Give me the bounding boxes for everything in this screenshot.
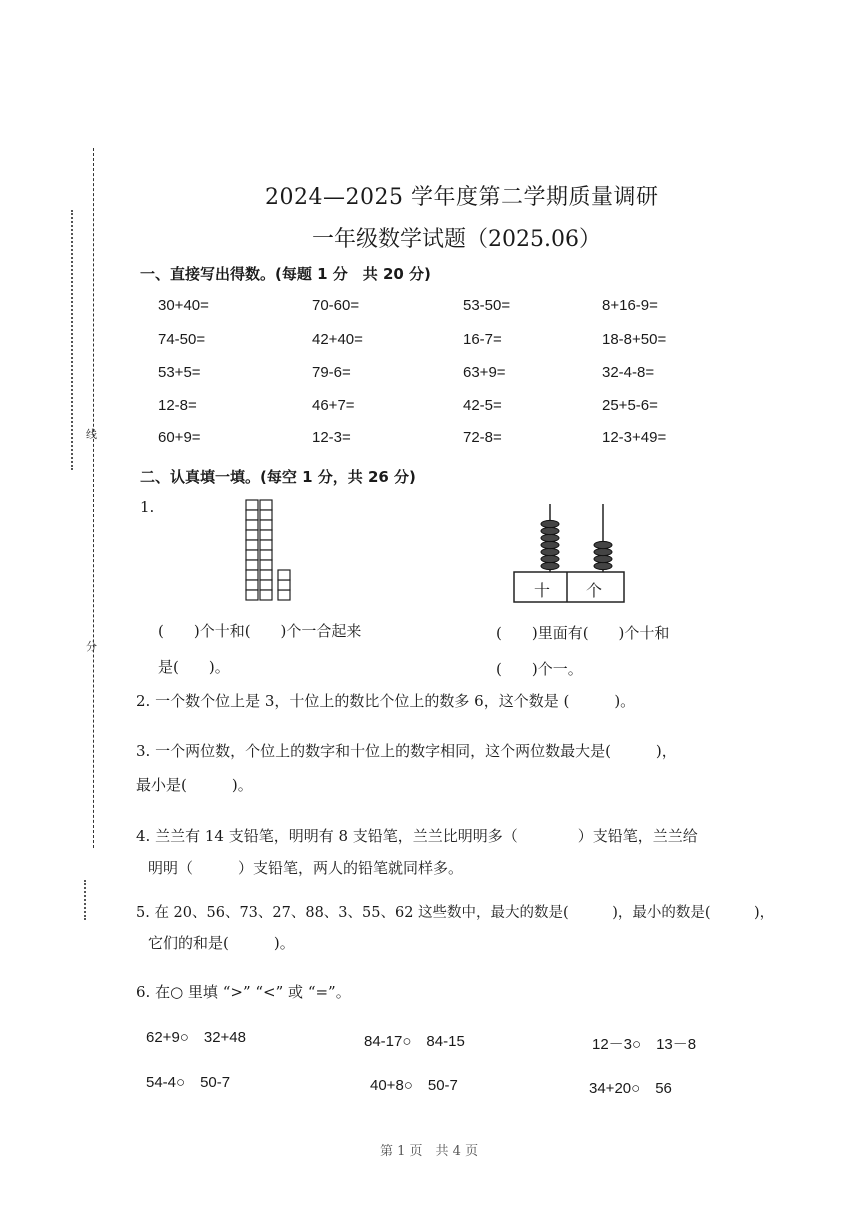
q2-text: 2. 一个数个位上是 3，十位上的数比个位上的数多 6，这个数是 ( )。: [136, 692, 636, 710]
q1-left-line1: ( )个十和( )个一合起来: [158, 622, 362, 640]
abacus-ones-bead: [594, 548, 612, 555]
tens-rod-cube: [246, 510, 258, 520]
calc-problem: 12-8=: [158, 397, 197, 414]
calc-problem: 12-3=: [312, 429, 351, 446]
calc-problem: 16-7=: [463, 331, 502, 348]
calc-problem: 18-8+50=: [602, 331, 667, 348]
tens-rod-cube: [260, 570, 272, 580]
abacus-tens-bead: [541, 548, 559, 555]
abacus-tens-bead: [541, 520, 559, 527]
abacus-ones-bead: [594, 541, 612, 548]
tens-rod-cube: [260, 530, 272, 540]
margin-label-line: 线: [86, 428, 97, 441]
calc-problem: 46+7=: [312, 397, 355, 414]
tens-rod-cube: [246, 540, 258, 550]
binding-margin-dotted-line-lower: [84, 880, 86, 920]
tens-rod-cube: [246, 560, 258, 570]
page-title: 2024—2025 学年度第二学期质量调研: [265, 185, 659, 210]
binding-margin-dashed-line: [93, 148, 94, 848]
q1-left-line2: 是( )。: [158, 658, 230, 676]
q6-heading: 6. 在○ 里填 “>” “<” 或 “=”。: [136, 983, 351, 1001]
abacus-ones-bead: [594, 562, 612, 569]
calc-problem: 53-50=: [463, 297, 511, 314]
q6-compare-item: 12－3○ 13－8: [592, 1036, 697, 1053]
q5-line1: 5. 在 20、56、73、27、88、3、55、62 这些数中，最大的数是( )，最小的数是( )，: [136, 905, 775, 921]
q3-line2: 最小是( )。: [136, 776, 253, 794]
calc-problem: 25+5-6=: [602, 397, 658, 414]
tens-rod-cube: [260, 560, 272, 570]
calc-problem: 32-4-8=: [602, 364, 655, 381]
q6-compare-item: 54-4○ 50-7: [146, 1074, 231, 1091]
q6-compare-item: 40+8○ 50-7: [370, 1077, 458, 1094]
q1-number: 1.: [140, 498, 155, 516]
abacus-tens-bead: [541, 541, 559, 548]
tens-rod-cube: [246, 570, 258, 580]
q5-line2: 它们的和是( )。: [148, 934, 295, 952]
q6-compare-item: 84-17○ 84-15: [364, 1033, 465, 1050]
abacus-tens-bead: [541, 534, 559, 541]
tens-rod-cube: [260, 580, 272, 590]
calc-problem: 60+9=: [158, 429, 201, 446]
page-footer: 第 1 页 共 4 页: [380, 1144, 479, 1159]
page-subtitle: 一年级数学试题（2025.06）: [312, 227, 601, 252]
calc-problem: 53+5=: [158, 364, 201, 381]
calc-problem: 30+40=: [158, 297, 209, 314]
abacus-label-ones: 个: [586, 581, 603, 600]
abacus-tens-bead: [541, 555, 559, 562]
margin-label-score: 分: [86, 640, 97, 653]
tens-rod-cube: [246, 550, 258, 560]
q4-line1: 4. 兰兰有 14 支铅笔，明明有 8 支铅笔，兰兰比明明多（ ）支铅笔，兰兰给: [136, 827, 698, 845]
section2-heading: 二、认真填一填。(每空 1 分，共 26 分): [140, 468, 416, 486]
tens-rod-cube: [246, 500, 258, 510]
calc-problem: 8+16-9=: [602, 297, 658, 314]
q1-right-line2: ( )个一。: [496, 660, 583, 678]
calc-problem: 74-50=: [158, 331, 206, 348]
abacus-tens-bead: [541, 562, 559, 569]
binding-margin-dotted-line: [71, 210, 73, 470]
q6-compare-item: 62+9○ 32+48: [146, 1029, 246, 1046]
tens-rod-cube: [260, 590, 272, 600]
tens-rod-cube: [246, 590, 258, 600]
abacus-tens-bead: [541, 527, 559, 534]
tens-rod-cube: [246, 520, 258, 530]
abacus-figure: [510, 500, 630, 608]
section1-heading: 一、直接写出得数。(每题 1 分 共 20 分): [140, 265, 431, 283]
place-value-blocks-figure: [240, 496, 310, 604]
calc-problem: 70-60=: [312, 297, 360, 314]
abacus-label-tens: 十: [534, 581, 551, 600]
tens-rod-cube: [246, 580, 258, 590]
tens-rod-cube: [246, 530, 258, 540]
tens-rod-cube: [260, 520, 272, 530]
calc-problem: 79-6=: [312, 364, 351, 381]
ones-cube: [278, 580, 290, 590]
calc-problem: 42+40=: [312, 331, 363, 348]
tens-rod-cube: [260, 540, 272, 550]
tens-rod-cube: [260, 550, 272, 560]
tens-rod-cube: [260, 500, 272, 510]
q6-compare-item: 34+20○ 56: [589, 1080, 672, 1097]
calc-problem: 72-8=: [463, 429, 502, 446]
ones-cube: [278, 590, 290, 600]
tens-rod-cube: [260, 510, 272, 520]
q1-right-line1: ( )里面有( )个十和: [496, 624, 670, 642]
calc-problem: 42-5=: [463, 397, 502, 414]
q4-line2: 明明（ ）支铅笔，两人的铅笔就同样多。: [148, 859, 464, 877]
calc-problem: 63+9=: [463, 364, 506, 381]
ones-cube: [278, 570, 290, 580]
abacus-ones-bead: [594, 555, 612, 562]
q3-line1: 3. 一个两位数，个位上的数字和十位上的数字相同，这个两位数最大是( )，: [136, 742, 677, 760]
calc-problem: 12-3+49=: [602, 429, 667, 446]
